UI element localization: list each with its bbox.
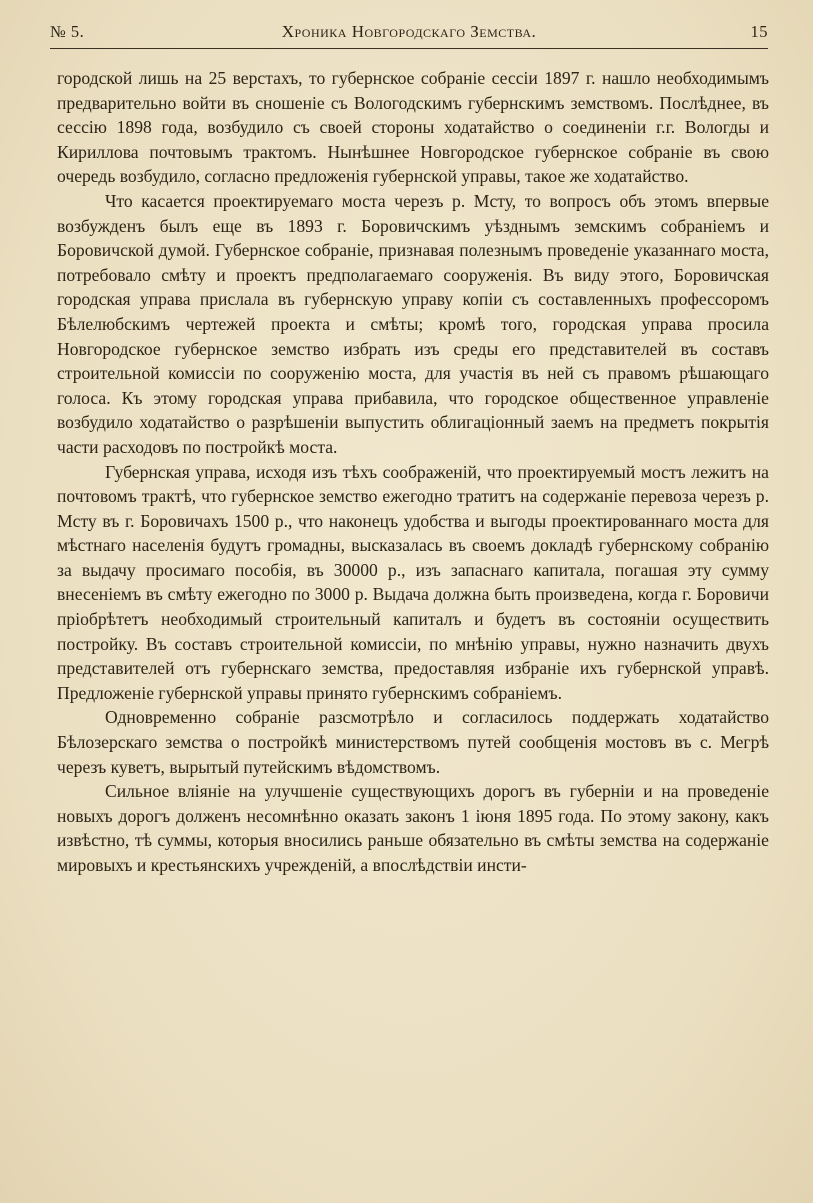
paragraph: Что касается проектируемаго моста черезъ р. Мсту, то вопросъ объ этомъ впервые возбужденъ былъ еще въ 1893 г. Боровичскимъ уѣзднымъ земскимъ собраніемъ и Боровичской думой. Губернское собраніе, признавая полезнымъ проведеніе указаннаго моста, потребовало смѣту и проектъ предполагаемаго сооруженія. Въ виду этого, Боровичская городская управа прислала въ губернскую управу копіи съ составленныхъ профессоромъ Бѣлелюбскимъ чертежей проекта и смѣты; кромѣ того, городская управа просила Новгородское губернское земство избрать изъ среды его представителей въ составъ строительной комиссіи по сооруженію моста, для участія въ ней съ правомъ рѣшающаго голоса. Къ этому городская управа прибавила, что городское общественное управленіе возбудило ходатайство о разрѣшеніи выпустить облигаціонный заемъ на предметъ покрытія части расходовъ по постройкѣ моста. [57, 190, 769, 457]
body-text [57, 66, 769, 878]
page-number: 15 [750, 22, 768, 41]
paragraph: Губернская управа, исходя изъ тѣхъ соображеній, что проектируемый мостъ лежитъ на почтовомъ трактѣ, что губернское земство ежегодно тратитъ на содержаніе перевоза черезъ р. Мсту въ г. Боровичахъ 1500 р., что наконецъ удобства и выгоды проектированнаго моста для мѣстнаго населенія будутъ громадны, высказалась въ своемъ докладѣ губернскому собранію за выдачу просимаго пособія, въ 30000 р., изъ запаснаго капитала, погашая эту сумму внесеніемъ въ смѣту ежегодно по 3000 р. Выдача должна быть произведена, когда г. Боровичи пріобрѣтетъ необходимый строительный капиталъ и будетъ въ состояніи осуществить постройку. Въ составъ строительной комиссіи, по мнѣнію управы, нужно назначить двухъ представителей отъ губернскаго земства, предоставляя избраніе ихъ губернской управѣ. Предложеніе губернской управы принято губернскимъ собраніемъ. [57, 461, 769, 703]
running-header [50, 22, 768, 48]
paragraph: Сильное вліяніе на улучшеніе существующихъ дорогъ въ губерніи и на проведеніе новыхъ дорогъ долженъ несомнѣнно оказать законъ 1 іюня 1895 года. По этому закону, какъ извѣстно, тѣ суммы, которыя вносились раньше обязательно въ смѣты земства на содержаніе мировыхъ и крестьянскихъ учрежденій, а впослѣдствіи инсти- [57, 781, 769, 875]
paragraph: Одновременно собраніе разсмотрѣло и согласилось поддержать ходатайство Бѣлозерскаго земства о постройкѣ министерствомъ путей сообщенія мостовъ въ с. Мегрѣ черезъ куветъ, вырытый путейскимъ вѣдомствомъ. [57, 707, 769, 777]
issue-number: № 5. [50, 22, 85, 41]
journal-title: Хроника Новгородскаго Земства. [281, 22, 537, 41]
header-rule [50, 48, 768, 49]
paragraph: городской лишь на 25 верстахъ, то губернское собраніе сессіи 1897 г. нашло необходимымъ предварительно войти въ сношеніе съ Вологодскимъ губернскимъ земствомъ. Послѣднее, въ сессію 1898 года, возбудило съ своей стороны ходатайство о соединеніи г.г. Вологды и Кириллова почтовымъ трактомъ. Нынѣшнее Новгородское губернское собраніе въ свою очередь возбудило, согласно предложенія губернской управы, такое же ходатайство. [57, 68, 769, 187]
